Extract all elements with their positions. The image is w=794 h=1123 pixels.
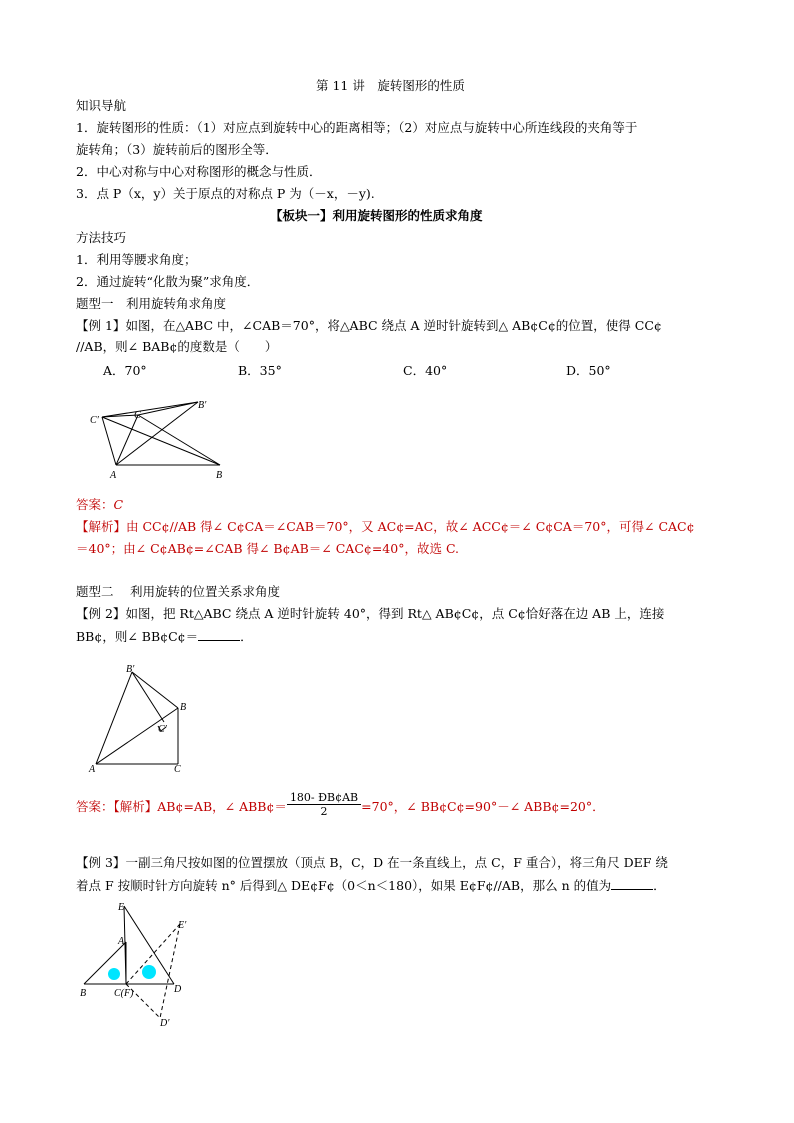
- answer-1-value: C: [113, 497, 124, 512]
- method-2: 2．通过旋转“化散为聚”求角度．: [76, 274, 260, 289]
- fig3-label-d-prime: D′: [160, 1018, 170, 1029]
- nav-point-2: 2．中心对称与中心对称图形的概念与性质．: [76, 164, 322, 179]
- fig2-label-c-prime: C′: [158, 724, 167, 735]
- fig1-seg-cp-bp: [102, 402, 198, 417]
- fig3-label-e-prime: E′: [178, 920, 187, 931]
- example-1-text-b: //AB，则∠ BAB¢的度数是（ ）: [76, 339, 278, 354]
- option-a: A．70°: [103, 363, 147, 378]
- fig2-seg-a-b: [96, 708, 178, 764]
- analysis-1-text-a: 由 CC¢//AB 得∠ C¢CA＝∠CAB＝70°，又 AC¢=AC，故∠ ACC¢＝∠ C¢CA＝70°，可得∠ CAC¢: [126, 519, 695, 534]
- answer-2-label: 答案：: [76, 799, 114, 814]
- nav-point-1a: 1．旋转图形的性质：（1）对应点到旋转中心的距离相等；（2）对应点与旋转中心所连线段的夹角等于: [76, 120, 638, 135]
- analysis-2-tag: 【解析】: [113, 799, 158, 814]
- fig1-label-a: A: [110, 470, 117, 481]
- answer-2: [76, 791, 605, 818]
- type2-heading: 题型二 利用旋转的位置关系求角度: [76, 584, 280, 599]
- analysis-2-text-b: =70°，∠ BB¢C¢=90°－∠ ABB¢=20°．: [361, 799, 605, 814]
- fig3-label-d: D: [174, 984, 182, 995]
- example-3-text-a: [76, 855, 668, 871]
- figure-example-1: [80, 390, 240, 485]
- page-title: 第 11 讲 旋转图形的性质: [316, 78, 465, 93]
- fig1-label-b-prime: B′: [198, 400, 207, 411]
- fig3-seg-eprime-dprime: [160, 924, 180, 1018]
- fig2-label-a: A: [89, 764, 96, 775]
- example-3-end: ．: [653, 878, 666, 893]
- analysis-1-text-b: ＝40°；由∠ C¢AB¢=∠CAB 得∠ B¢AB＝∠ CAC¢=40°，故选 C.: [76, 541, 460, 556]
- fig3-marker-dot-2: [142, 965, 156, 979]
- example-1-question: 如图，在△ABC 中，∠CAB＝70°，将△ABC 绕点 A 逆时针旋转到△ AB¢C¢的位置，使得 CC¢: [125, 318, 662, 333]
- fig2-seg-a-bp: [96, 672, 132, 764]
- example-2-text-a: [76, 606, 664, 622]
- fig1-seg-cp-a: [102, 417, 116, 465]
- option-d: D．50°: [566, 363, 611, 378]
- fig3-marker-dot-1: [108, 968, 120, 980]
- fig1-seg-c-b: [138, 415, 220, 465]
- example-3-answer-blank: [611, 877, 653, 890]
- fig3-label-cf: C(F): [114, 988, 134, 999]
- type1-heading: 题型一 利用旋转角求角度: [76, 296, 227, 311]
- fig2-seg-bp-b: [132, 672, 178, 708]
- example-3-tag: 【例 3】: [76, 855, 126, 870]
- example-3-question: 一副三角尺按如图的位置摆放（顶点 B，C，D 在一条直线上，点 C，F 重合），将三角尺 DEF 绕: [125, 855, 668, 870]
- figure-example-2: [86, 664, 196, 776]
- option-c: C．40°: [403, 363, 448, 378]
- example-2-tag: 【例 2】: [76, 606, 126, 621]
- fig3-seg-b-a: [84, 942, 126, 984]
- fraction-numerator: 180- ÐB¢AB: [287, 791, 361, 805]
- analysis-1-tag: 【解析】: [76, 519, 127, 534]
- figure-example-3: [76, 896, 206, 1031]
- fig3-label-a: A: [118, 936, 125, 947]
- analysis-2-text-a: AB¢=AB，∠ ABB¢＝: [157, 799, 287, 814]
- example-1-tag: 【例 1】: [76, 318, 126, 333]
- fig2-seg-bp-cp: [132, 672, 164, 722]
- fig3-label-b: B: [80, 988, 87, 999]
- fig1-seg-c-a: [116, 415, 138, 465]
- example-3-question-b: 着点 F 按顺时针方向旋转 n° 后得到△ DE¢F¢（0＜n＜180），如果 E¢F¢//AB，那么 n 的值为: [76, 878, 612, 893]
- example-2-question: 如图，把 Rt△ABC 绕点 A 逆时针旋转 40°，得到 Rt△ AB¢C¢，点 C¢恰好落在边 AB 上，连接: [125, 606, 665, 621]
- example-3-text-b: [76, 877, 666, 894]
- fig2-label-c: C: [174, 764, 181, 775]
- nav-heading: 知识导航: [76, 98, 127, 113]
- example-2-end: ．: [240, 629, 253, 644]
- fig2-label-b: B: [180, 702, 187, 713]
- nav-point-1b: 旋转角；（3）旋转前后的图形全等．: [76, 142, 278, 157]
- module-title: 【板块一】利用旋转图形的性质求角度: [270, 208, 483, 223]
- example-2-answer-blank: [198, 628, 240, 641]
- analysis-1-a: [76, 519, 695, 535]
- method-1: 1．利用等腰求角度；: [76, 252, 197, 267]
- fig1-label-b: B: [216, 470, 223, 481]
- answer-1: [76, 497, 123, 513]
- analysis-2-fraction: [287, 791, 361, 818]
- fig3-label-e: E: [118, 902, 125, 913]
- option-b: B．35°: [238, 363, 282, 378]
- example-2-question-b: BB¢，则∠ BB¢C¢＝: [76, 629, 199, 644]
- example-1-text-a: [76, 318, 662, 334]
- answer-1-label: 答案：: [76, 497, 114, 512]
- method-heading: 方法技巧: [76, 230, 127, 245]
- fig1-label-c: C: [134, 410, 141, 421]
- fig1-seg-a-bp: [116, 402, 198, 465]
- fig1-label-c-prime: C′: [90, 415, 99, 426]
- fig2-label-b-prime: B′: [126, 664, 135, 675]
- example-2-text-b: [76, 628, 253, 645]
- fraction-denominator: 2: [320, 805, 328, 818]
- nav-point-3: 3．点 P（x，y）关于原点的对称点 P 为（－x，－y).: [76, 186, 375, 201]
